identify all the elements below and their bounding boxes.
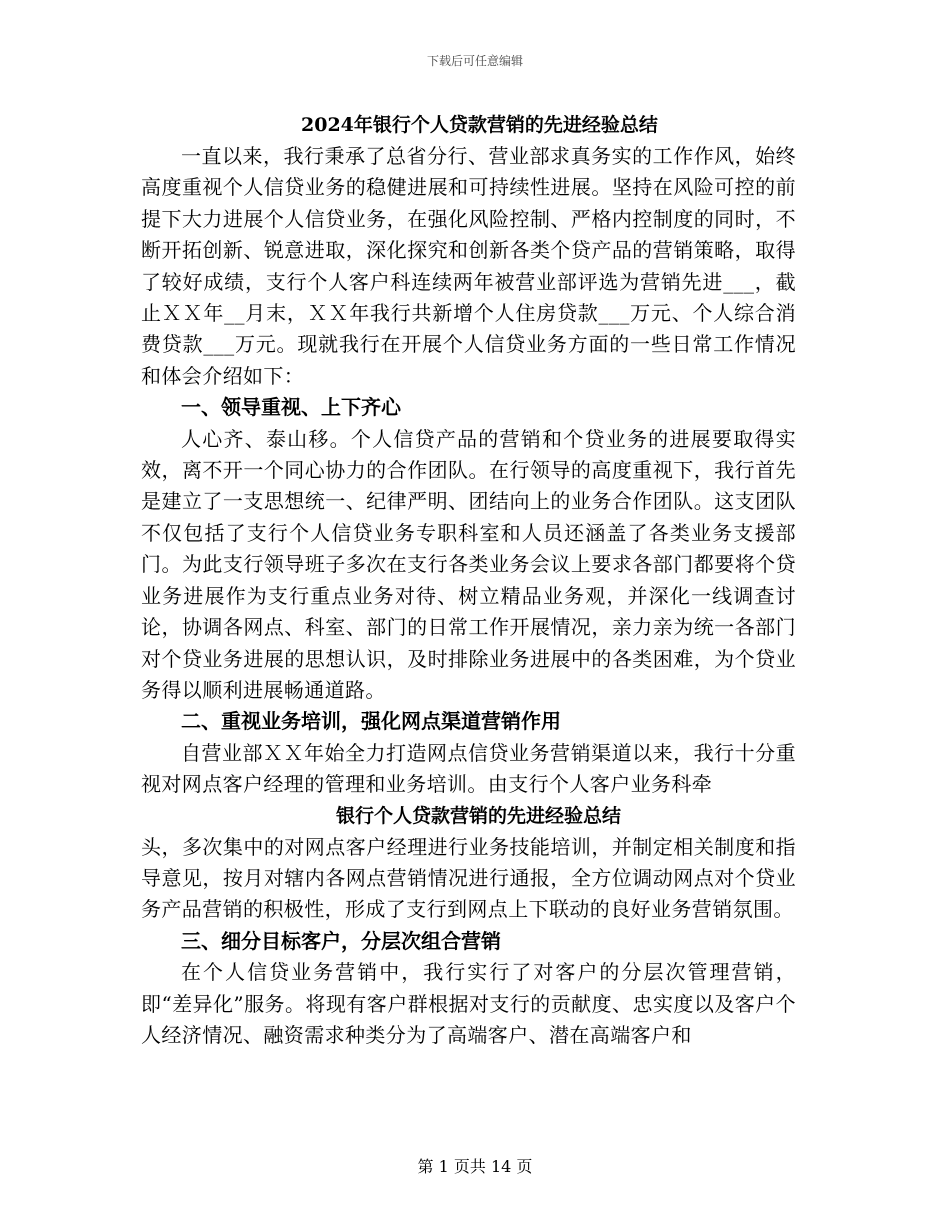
section-2-paragraph-start: 自营业部ＸＸ年始全力打造网点信贷业务营销渠道以来，我行十分重视对网点客户经理的管理和业务培训。由支行个人客户业务科牵	[141, 740, 796, 797]
section-3-paragraph: 在个人信贷业务营销中，我行实行了对客户的分层次管理营销，即“差异化”服务。将现有客户群根据对支行的贡献度、忠实度以及客户个人经济情况、融资需求种类分为了高端客户、潜在高端客户和	[141, 960, 796, 1047]
document-body	[141, 110, 796, 1051]
section-2-paragraph-continued: 头，多次集中的对网点客户经理进行业务技能培训，并制定相关制度和指导意见，按月对辖内各网点营销情况进行通报，全方位调动网点对个贷业务产品营销的积极性，形成了支行到网点上下联动的良好业务营销氛围。	[141, 834, 796, 922]
page-footer: 第 1 页共 14 页	[417, 1157, 533, 1176]
document-title: 2024年银行个人贷款营销的先进经验总结	[301, 114, 658, 136]
section-1-heading: 一、领导重视、上下齐心	[181, 395, 401, 420]
running-title: 银行个人贷款营销的先进经验总结	[336, 804, 622, 827]
header-note: 下载后可任意编辑	[426, 54, 523, 68]
section-2-heading: 二、重视业务培训，强化网点渠道营销作用	[181, 709, 561, 734]
section-1-paragraph: 人心齐、泰山移。个人信贷产品的营销和个贷业务的进展要取得实效，离不开一个同心协力的合作团队。在行领导的高度重视下，我行首先是建立了一支思想统一、纪律严明、团结向上的业务合作团队。这支团队不仅包括了支行个人信贷业务专职科室和人员还涵盖了各类业务支援部门。为此支行领导班子多次在支行各类业务会议上要求各部门都要将个贷业务进展作为支行重点业务对待、树立精品业务观，并深化一线调查讨论，协调各网点、科室、部门的日常工作开展情况，亲力亲为统一各部门对个贷业务进展的思想认识，及时排除业务进展中的各类困难，为个贷业务得以顺利进展畅通道路。	[141, 426, 796, 702]
intro-paragraph: 一直以来，我行秉承了总省分行、营业部求真务实的工作作风，始终高度重视个人信贷业务的稳健进展和可持续性进展。坚持在风险可控的前提下大力进展个人信贷业务，在强化风险控制、严格内控制度的同时，不断开拓创新、锐意进取，深化探究和创新各类个贷产品的营销策略，取得了较好成绩，支行个人客户科连续两年被营业部评选为营销先进___，截止ＸＸ年__月末，ＸＸ年我行共新增个人住房贷款___万元、个人综合消费贷款___万元。现就我行在开展个人信贷业务方面的一些日常工作情况和体会介绍如下：	[141, 144, 796, 388]
section-3-heading: 三、细分目标客户，分层次组合营销	[181, 928, 501, 953]
